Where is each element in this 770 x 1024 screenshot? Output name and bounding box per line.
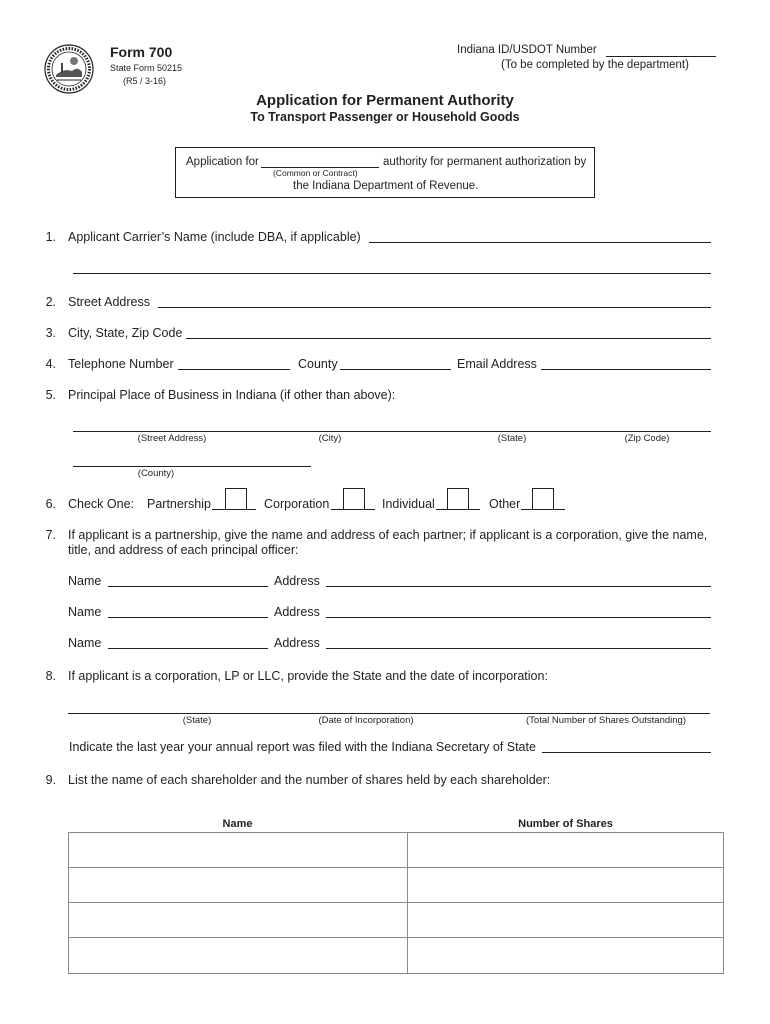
officers-instruction-line1: If applicant is a partnership, give the name and address of each partner; if applicant is a corporation, give the name, [68,528,708,542]
officer-name-field-2[interactable] [108,617,268,618]
table-header-shares: Number of Shares [518,818,613,830]
city-state-zip-label: City, State, Zip Code [68,326,183,340]
shareholder-shares-cell-1[interactable] [407,832,724,868]
incorporation-label: If applicant is a corporation, LP or LLC, provide the State and the date of incorporation: [68,669,548,683]
individual-underline [436,509,480,510]
other-label: Other [489,497,521,511]
id-note: (To be completed by the department) [501,59,689,71]
street-address-label: Street Address [68,295,150,309]
shareholder-shares-cell-2[interactable] [407,867,724,903]
id-number-field[interactable] [606,56,716,57]
officer-name-field-3[interactable] [108,648,268,649]
street-address-field[interactable] [158,307,711,308]
telephone-field[interactable] [178,369,290,370]
carrier-name-field[interactable] [369,242,711,243]
item-number: 5. [45,388,56,402]
page-title: Application for Permanent Authority [256,92,514,109]
principal-address-field[interactable] [73,431,711,432]
principal-county-field[interactable] [73,466,311,467]
other-checkbox[interactable] [532,488,554,510]
box-suffix: authority for permanent authorization by [383,156,587,168]
carrier-name-label: Applicant Carrier’s Name (include DBA, if applicable) [68,230,361,244]
shareholder-name-cell-4[interactable] [68,937,408,974]
table-header-name: Name [222,818,253,830]
other-underline [521,509,565,510]
state-caption: (State) [497,433,527,444]
telephone-label: Telephone Number [68,357,174,371]
officer-name-label: Name [68,605,102,619]
state-seal [44,44,94,94]
city-caption: (City) [318,433,342,444]
partnership-underline [212,509,256,510]
annual-report-field[interactable] [542,752,711,753]
zip-caption: (Zip Code) [624,433,670,444]
officer-address-label: Address [274,636,320,650]
item-number: 2. [45,295,56,309]
county-caption: (County) [137,468,175,479]
principal-place-label: Principal Place of Business in Indiana (if other than above): [68,388,396,402]
officer-address-field-3[interactable] [326,648,711,649]
shareholders-label: List the name of each shareholder and the number of shares held by each shareholder: [68,773,551,787]
corporation-checkbox[interactable] [343,488,365,510]
email-field[interactable] [541,369,711,370]
item-number: 9. [45,773,56,787]
incorporation-state-caption: (State) [182,715,212,726]
officer-name-field-1[interactable] [108,586,268,587]
annual-report-label: Indicate the last year your annual report was filed with the Indiana Secretary of State [69,740,536,754]
email-label: Email Address [457,357,537,371]
shareholder-name-cell-2[interactable] [68,867,408,903]
check-one-label: Check One: [68,497,135,511]
officer-name-label: Name [68,636,102,650]
seal-icon [44,44,94,94]
officer-name-label: Name [68,574,102,588]
individual-label: Individual [382,497,435,511]
street-caption: (Street Address) [137,433,207,444]
item-number: 7. [45,528,56,542]
box-line2: the Indiana Department of Revenue. [293,180,479,192]
item-number: 8. [45,669,56,683]
shareholder-name-cell-1[interactable] [68,832,408,868]
state-form-number: State Form 50215 [110,63,183,73]
item-number: 3. [45,326,56,340]
county-label: County [298,357,338,371]
officer-address-label: Address [274,605,320,619]
partnership-label: Partnership [147,497,211,511]
item-number: 4. [45,357,56,371]
authority-type-caption: (Common or Contract) [273,168,358,178]
incorporation-field[interactable] [68,713,710,714]
individual-checkbox[interactable] [447,488,469,510]
partnership-checkbox[interactable] [225,488,247,510]
incorporation-date-caption: (Date of Incorporation) [318,715,414,726]
shareholder-shares-cell-4[interactable] [407,937,724,974]
page-subtitle: To Transport Passenger or Household Goods [250,110,520,124]
city-state-zip-field[interactable] [186,338,711,339]
carrier-name-field-2[interactable] [73,273,711,274]
item-number: 6. [45,497,56,511]
corporation-underline [331,509,375,510]
officers-instruction-line2: title, and address of each principal officer: [68,543,299,557]
shareholder-shares-cell-3[interactable] [407,902,724,938]
shareholder-name-cell-3[interactable] [68,902,408,938]
corporation-label: Corporation [264,497,330,511]
id-label: Indiana ID/USDOT Number [457,44,597,56]
officer-address-label: Address [274,574,320,588]
box-prefix: Application for [186,156,259,168]
shares-outstanding-caption: (Total Number of Shares Outstanding) [526,715,686,726]
officer-address-field-2[interactable] [326,617,711,618]
item-number: 1. [45,230,56,244]
form-number: Form 700 [110,44,173,60]
officer-address-field-1[interactable] [326,586,711,587]
revision-date: (R5 / 3-16) [123,76,167,86]
county-field[interactable] [340,369,451,370]
